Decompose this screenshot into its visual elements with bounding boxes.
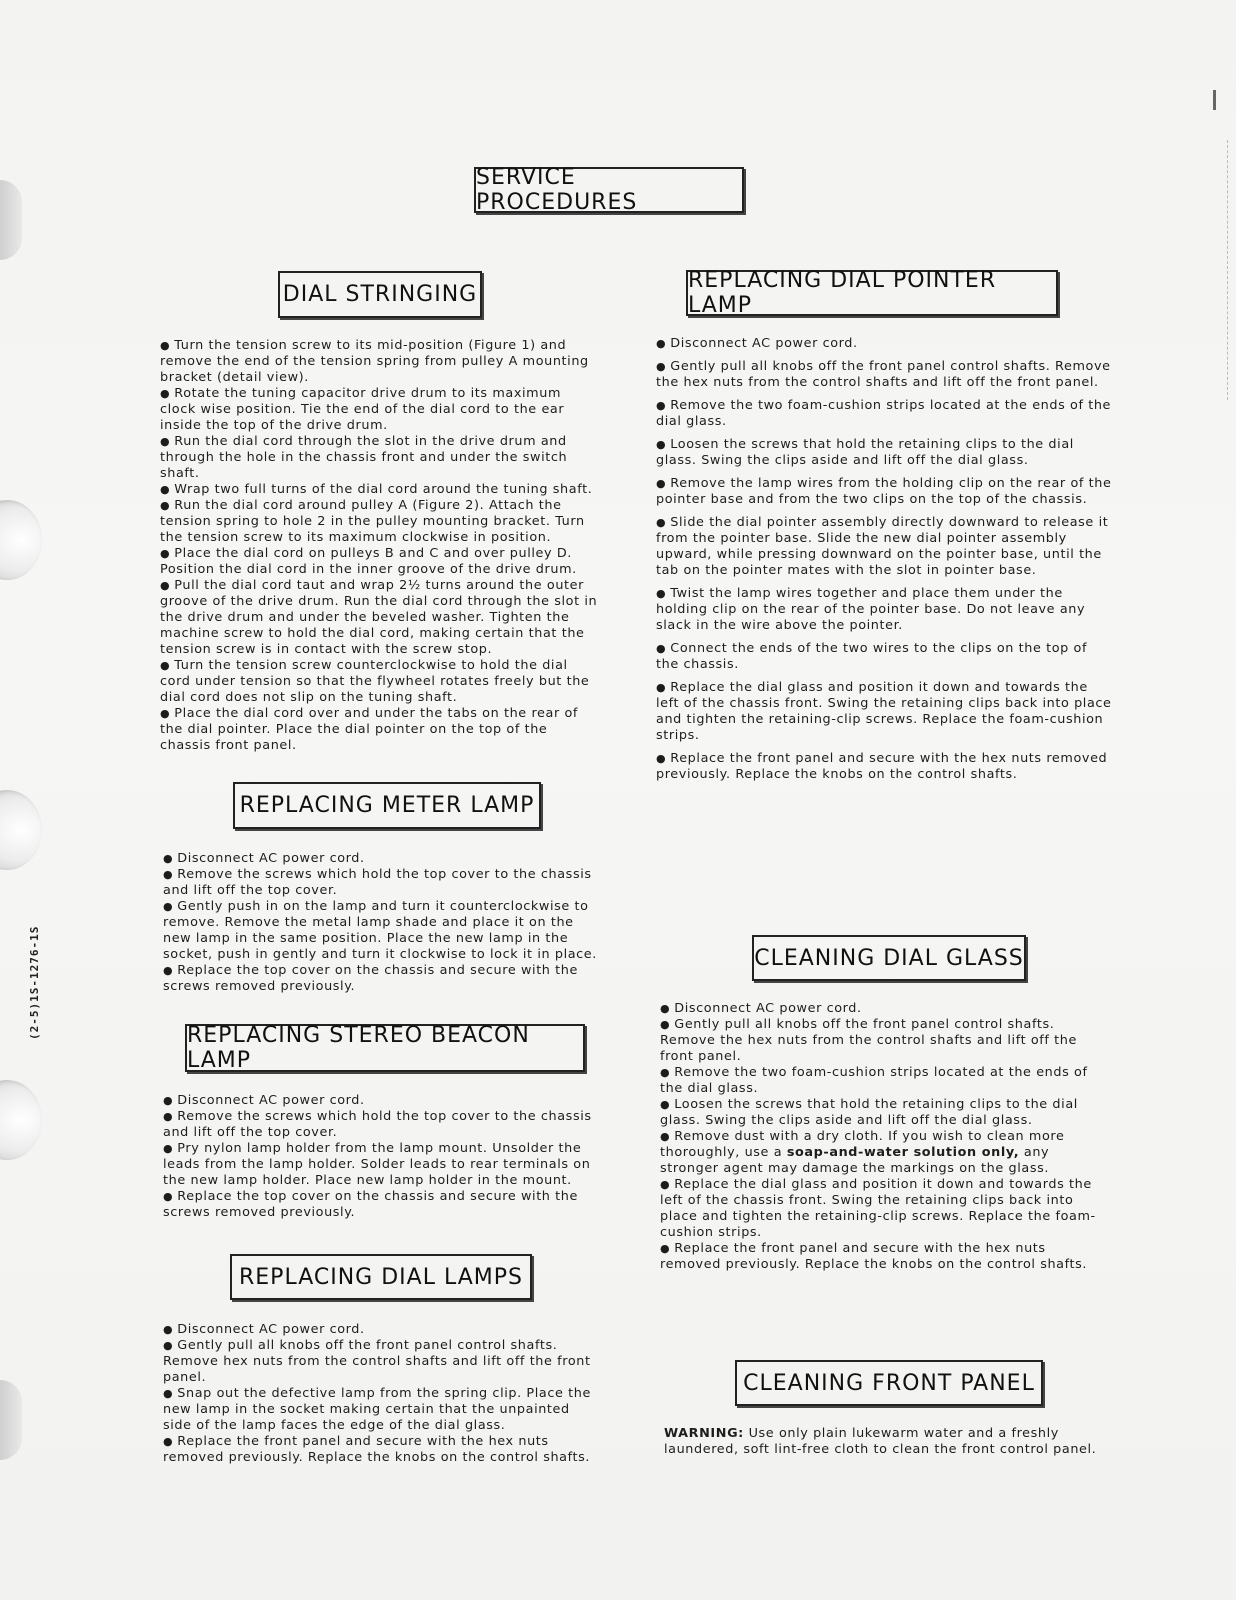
step: ● Twist the lamp wires together and place them under the holding clip on the rear of the pointer base. Do not leave any slack in the wire above the pointer. (656, 586, 1112, 634)
cleaning-panel-warning (664, 1426, 1110, 1458)
heading-cleaning-dial-glass: CLEANING DIAL GLASS (752, 935, 1026, 981)
step: ● Replace the dial glass and position it down and towards the left of the chassis front. Swing the retaining clips back into place and tighten the retaining-clip screws. Replace the foam-cushion strips. (660, 1177, 1104, 1241)
step: ● Remove the two foam-cushion strips located at the ends of the dial glass. (656, 398, 1112, 430)
cleaning-glass-steps (660, 1001, 1104, 1273)
step: ● Replace the dial glass and position it down and towards the left of the chassis front. Swing the retaining clips back into place and tighten the retaining-clip screws. Replace the foam-cushion strips. (656, 680, 1112, 744)
step-dust-emphasis: soap-and-water solution only, (786, 1145, 1020, 1160)
step: ● Disconnect AC power cord. (163, 1322, 603, 1338)
step: ● Replace the top cover on the chassis and secure with the screws removed previously. (163, 1189, 601, 1221)
step: ● Gently pull all knobs off the front panel control shafts. Remove hex nuts from the control shafts and lift off the front panel. (163, 1338, 603, 1386)
edge-ticks (1226, 140, 1228, 400)
step: ● Loosen the screws that hold the retaining clips to the dial glass. Swing the clips aside and lift off the dial glass. (656, 437, 1112, 469)
step: ● Disconnect AC power cord. (660, 1001, 1104, 1017)
stereo-beacon-steps (163, 1093, 601, 1221)
step: ● Replace the front panel and secure with the hex nuts removed previously. Replace the knobs on the control shafts. (163, 1434, 603, 1466)
warning-label: WARNING: (664, 1426, 744, 1441)
step: ● Gently pull all knobs off the front panel control shafts. Remove the hex nuts from the control shafts and lift off the front panel. (660, 1017, 1104, 1065)
step: ● Remove the two foam-cushion strips located at the ends of the dial glass. (660, 1065, 1104, 1097)
side-code: (2-5)1S-1276-1S (28, 925, 41, 1040)
step: ● Turn the tension screw to its mid-position (Figure 1) and remove the end of the tension spring from pulley A mounting bracket (detail view). (160, 338, 600, 386)
heading-meter-lamp: REPLACING METER LAMP (233, 782, 541, 829)
pointer-lamp-steps (656, 336, 1112, 783)
step: ● Pull the dial cord taut and wrap 2½ turns around the outer groove of the drive drum. Run the dial cord through the slot in the drive drum and under the beveled washer. Tighten the machine screw to hold the dial cord, making certain that the tension screw is in contact with the screw stop. (160, 578, 600, 658)
step: ● Place the dial cord over and under the tabs on the rear of the dial pointer. Place the dial pointer on the top of the chassis front panel. (160, 706, 600, 754)
meter-lamp-steps (163, 851, 601, 995)
step: ● Remove the lamp wires from the holding clip on the rear of the pointer base and from the two clips on the top of the chassis. (656, 476, 1112, 508)
step-dust-post: any stronger agent may damage the markings on the glass. (660, 1145, 1050, 1176)
binder-hole (0, 1080, 42, 1160)
warning-paragraph (664, 1426, 1110, 1458)
step: ● Gently push in on the lamp and turn it counterclockwise to remove. Remove the metal lamp shade and place it on the new lamp in the same position. Place the new lamp in the socket, push in gently and turn it clockwise to lock it in place. (163, 899, 601, 963)
edge-mark (1213, 90, 1216, 110)
step: ● Turn the tension screw counterclockwise to hold the dial cord under tension so that the flywheel rotates freely but the dial cord does not slip on the tuning shaft. (160, 658, 600, 706)
binder-hole (0, 500, 42, 580)
step: ● Rotate the tuning capacitor drive drum to its maximum clock wise position. Tie the end of the dial cord to the ear inside the top of the drive drum. (160, 386, 600, 434)
step: ● Replace the front panel and secure with the hex nuts removed previously. Replace the knobs on the control shafts. (660, 1241, 1104, 1273)
warning-text: Use only plain lukewarm water and a freshly laundered, soft lint-free cloth to clean the front control panel. (664, 1426, 1097, 1457)
step: ● Disconnect AC power cord. (656, 336, 1112, 352)
step: ● Run the dial cord through the slot in the drive drum and through the hole in the chassis front and under the switch shaft. (160, 434, 600, 482)
step: ● Replace the top cover on the chassis and secure with the screws removed previously. (163, 963, 601, 995)
heading-cleaning-front-panel: CLEANING FRONT PANEL (735, 1360, 1043, 1406)
step: ● Remove the screws which hold the top cover to the chassis and lift off the top cover. (163, 867, 601, 899)
heading-dial-lamps: REPLACING DIAL LAMPS (230, 1254, 532, 1300)
step: ● Connect the ends of the two wires to the clips on the top of the chassis. (656, 641, 1112, 673)
step: ● Replace the front panel and secure with the hex nuts removed previously. Replace the knobs on the control shafts. (656, 751, 1112, 783)
step-dust-pre: Remove dust with a dry cloth. If you wish to clean more thoroughly, use a (660, 1129, 1065, 1160)
step: ● Remove the screws which hold the top cover to the chassis and lift off the top cover. (163, 1109, 601, 1141)
binder-hole (0, 790, 42, 870)
step: ● Pry nylon lamp holder from the lamp mount. Unsolder the leads from the lamp holder. Solder leads to rear terminals on the new lamp holder. Place new lamp holder in the mount. (163, 1141, 601, 1189)
step: ● Slide the dial pointer assembly directly downward to release it from the pointer base. Slide the new dial pointer assembly upward, while pressing downward on the pointer base, until the tab on the pointer mates with the slot in pointer base. (656, 515, 1112, 579)
step: ● Disconnect AC power cord. (163, 1093, 601, 1109)
step-dust (660, 1129, 1104, 1177)
heading-stereo-beacon-lamp: REPLACING STEREO BEACON LAMP (185, 1024, 585, 1072)
step: ● Place the dial cord on pulleys B and C and over pulley D. Position the dial cord in the inner groove of the drive drum. (160, 546, 600, 578)
step: ● Gently pull all knobs off the front panel control shafts. Remove the hex nuts from the control shafts and lift off the front panel. (656, 359, 1112, 391)
dial-lamps-steps (163, 1322, 603, 1466)
binder-tab (0, 180, 22, 260)
heading-dial-pointer-lamp: REPLACING DIAL POINTER LAMP (686, 270, 1058, 316)
step: ● Disconnect AC power cord. (163, 851, 601, 867)
step: ● Snap out the defective lamp from the spring clip. Place the new lamp in the socket making certain that the unpainted side of the lamp faces the edge of the dial glass. (163, 1386, 603, 1434)
heading-dial-stringing: DIAL STRINGING (278, 271, 482, 318)
binder-tab (0, 1380, 22, 1460)
dial-stringing-steps (160, 338, 600, 754)
step: ● Run the dial cord around pulley A (Figure 2). Attach the tension spring to hole 2 in the pulley mounting bracket. Turn the tension screw to its maximum clockwise in position. (160, 498, 600, 546)
step: ● Loosen the screws that hold the retaining clips to the dial glass. Swing the clips aside and lift off the dial glass. (660, 1097, 1104, 1129)
step: ● Wrap two full turns of the dial cord around the tuning shaft. (160, 482, 600, 498)
page-title: SERVICE PROCEDURES (474, 167, 744, 213)
